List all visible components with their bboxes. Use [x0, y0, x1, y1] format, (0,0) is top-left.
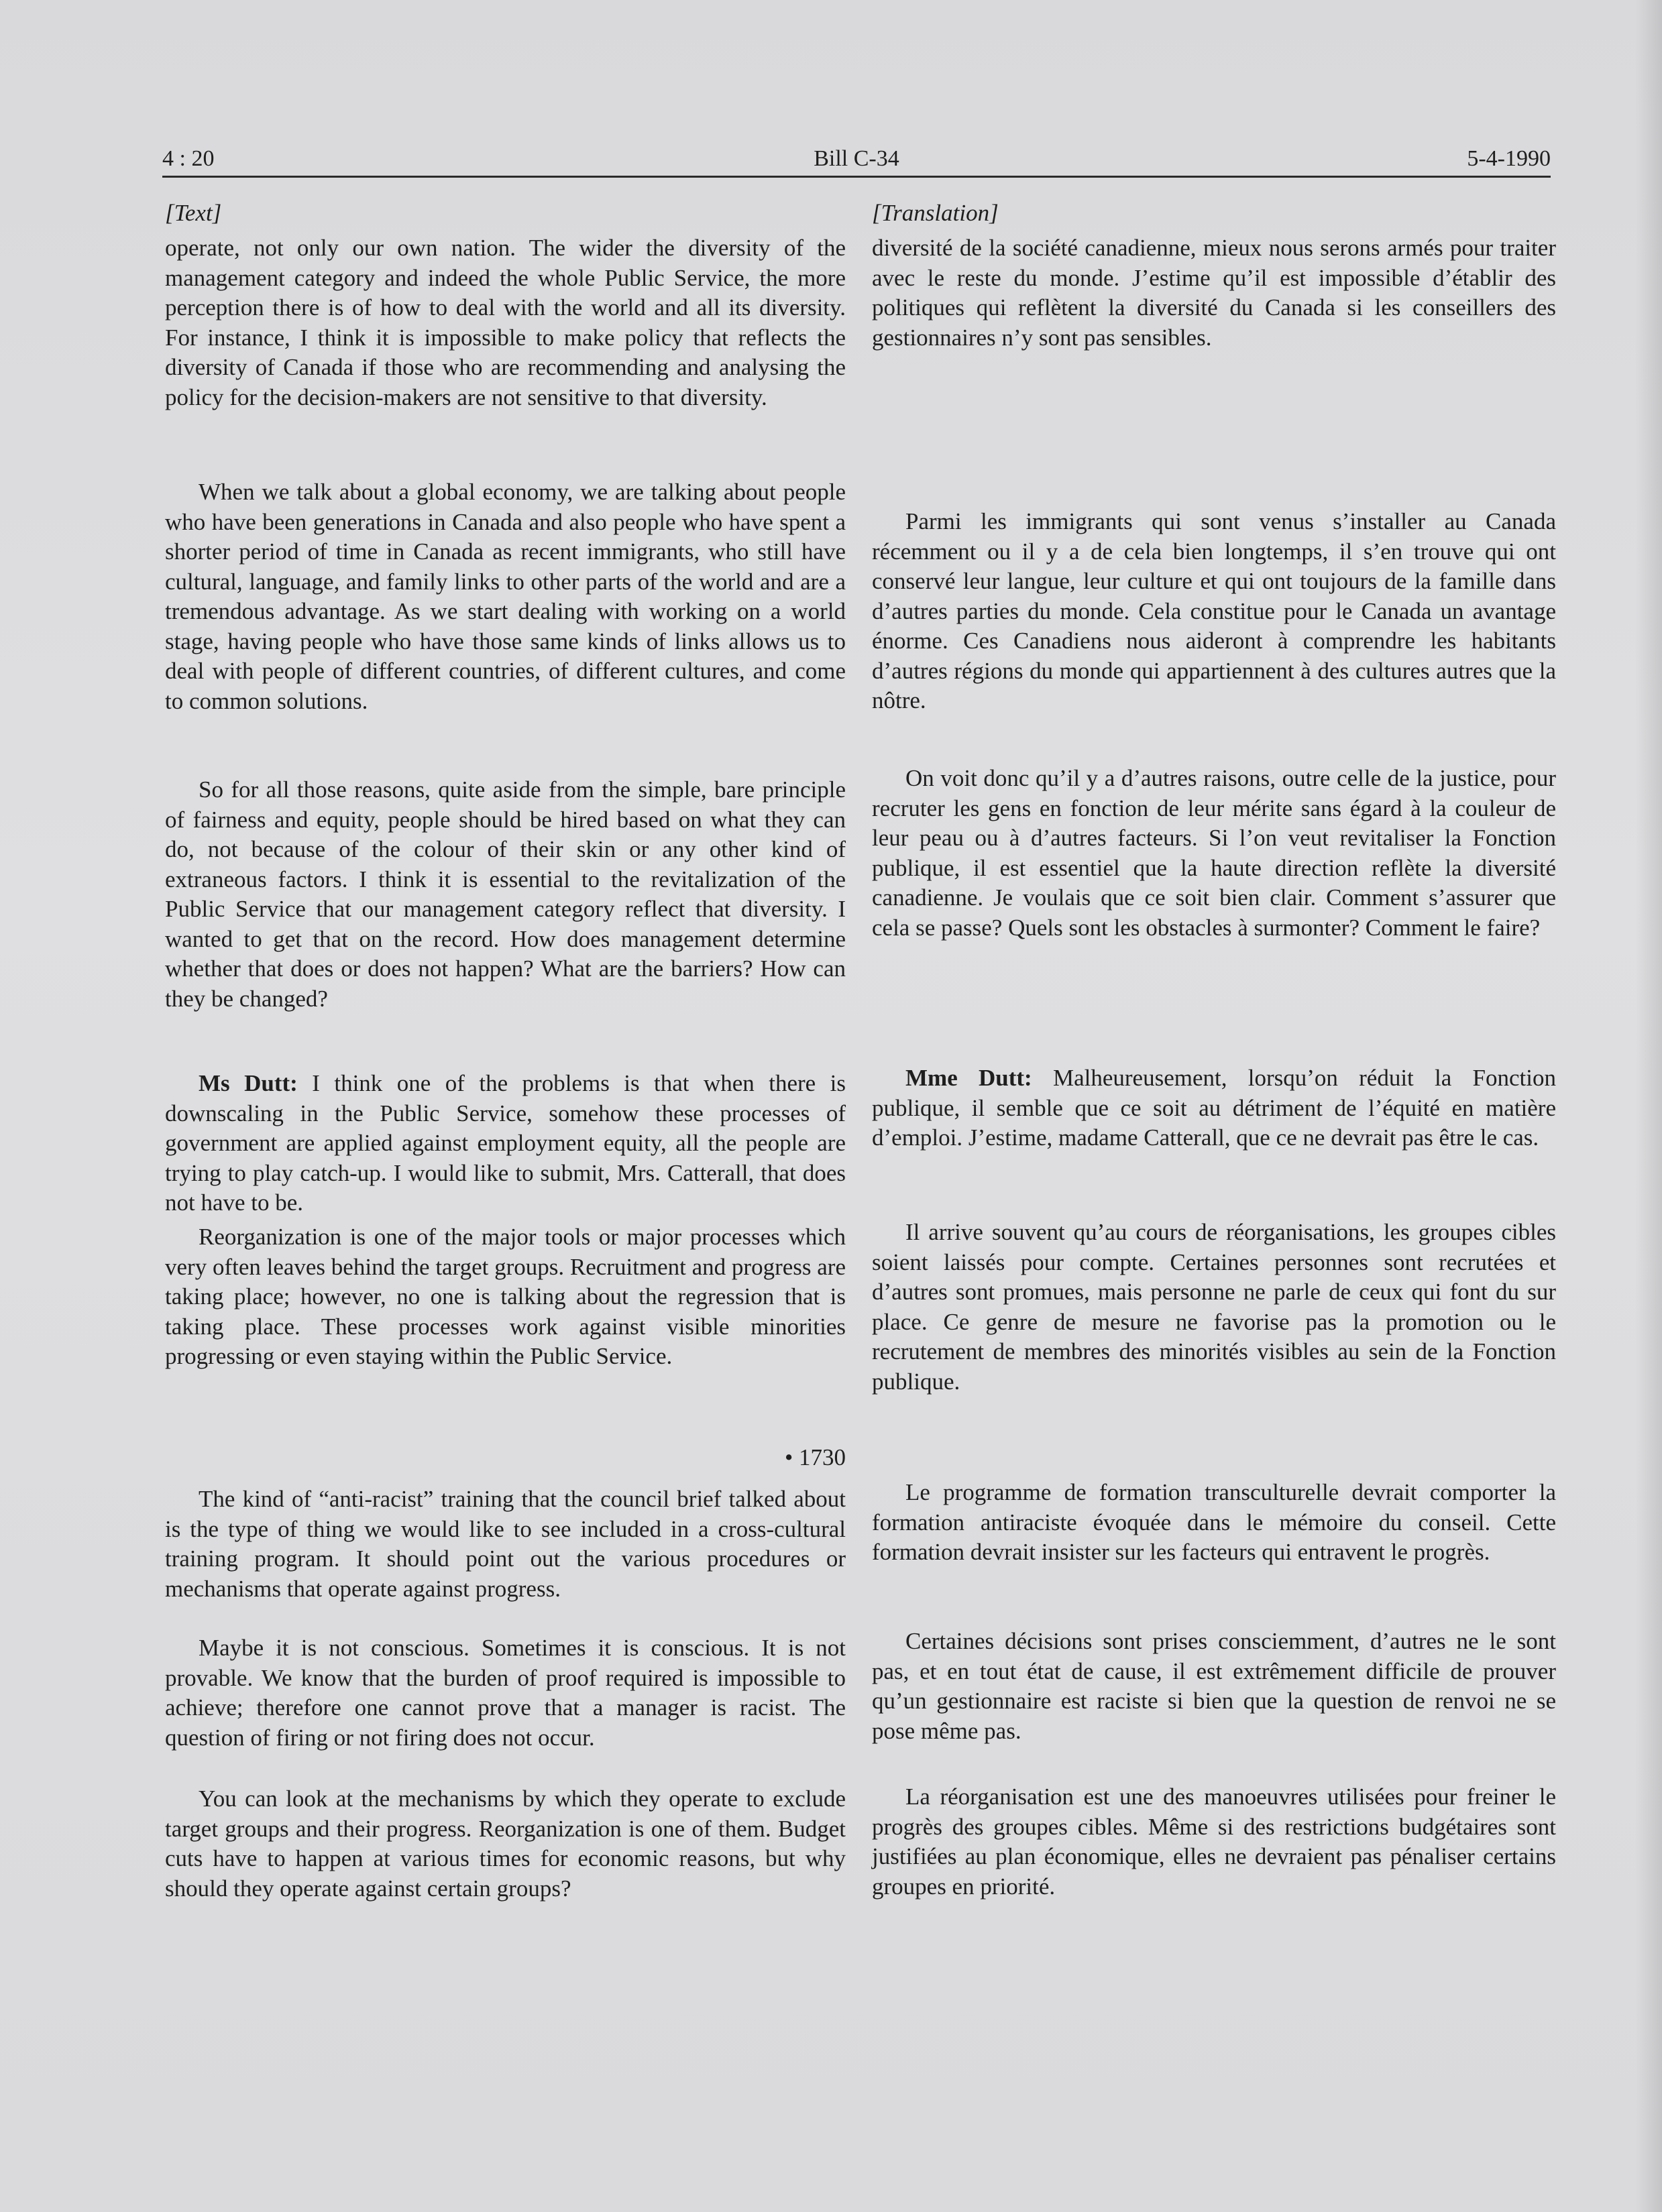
- paragraph-1: operate, not only our own nation. The wider the diversity of the management category and indeed the whole Public Service, the more perception there is of how to deal with the world and all its diversity. For instance, I think it is impossible to make policy that reflects the diversity of Canada if those who are recommending and analysing the policy for the decision-makers are not sensitive to that diversity.: [165, 235, 846, 410]
- paragraph-5-fr: Il arrive souvent qu’au cours de réorganisations, les groupes cibles soient laissés pour compte. Certaines personnes sont recrutées et d’autres sont promues, mais personne ne parle de ceux qui font du sur place. Ce genre de mesure ne favorise pas la promotion ou le recrutement de membres des minorités visibles au sein de la Fonction publique.: [872, 1219, 1556, 1395]
- paragraph-4-text: I think one of the problems is that when there is downscaling in the Public Service, somehow these processes of government are applied against employment equity, all the people are trying to play catch-up. I would like to submit, Mrs. Catterall, that does not have to be.: [165, 1070, 846, 1216]
- paragraph-4: [165, 1069, 846, 1218]
- speaker-name-fr: Mme Dutt:: [905, 1065, 1032, 1091]
- paragraph-6-fr: Le programme de formation transculturelle devrait comporter la formation antiraciste évoquée dans le mémoire du conseil. Cette formation devrait insister sur les facteurs qui entravent le progrès.: [872, 1479, 1556, 1565]
- paragraph-8: You can look at the mechanisms by which they operate to exclude target groups and their progress. Reorganization is one of them. Budget cuts have to happen at various times for economic reasons, but why should they operate against certain groups?: [165, 1786, 846, 1902]
- running-head: [162, 142, 1551, 178]
- paragraph-2-fr: Parmi les immigrants qui sont venus s’installer au Canada récemment ou il y a de cela bien longtemps, il s’en trouve qui ont conservé leur langue, leur culture et qui ont toujours de la famille dans d’autres parties du monde. Cela constitue pour le Canada un avantage énorme. Ces Canadiens nous aideront à comprendre les habitants d’autres régions du monde qui appartiennent à des cultures autres que la nôtre.: [872, 508, 1556, 713]
- session-date: 5-4-1990: [1467, 146, 1551, 171]
- paragraph-2: When we talk about a global economy, we are talking about people who have been generations in Canada and also people who have spent a shorter period of time in Canada as recent immigrants, who still have cultural, language, and family links to other parts of the world and are a tremendous advantage. As we start dealing with working on a world stage, having people who have those same kinds of links allows us to deal with people of different countries, of different cultures, and come to common solutions.: [165, 479, 846, 714]
- text-label: [Text]: [165, 200, 222, 226]
- translation-label: [Translation]: [872, 200, 999, 226]
- speaker-name: Ms Dutt:: [199, 1070, 298, 1096]
- page-number: 4 : 20: [162, 146, 215, 171]
- paragraph-4-fr-text: Malheureusement, lorsqu’on réduit la Fonction publique, il semble que ce soit au détriment de l’équité en matière d’emploi. J’estime, madame Catterall, que ce ne devrait pas être le cas.: [872, 1065, 1556, 1151]
- paragraph-7: Maybe it is not conscious. Sometimes it is conscious. It is not provable. We know that the burden of proof required is impossible to achieve; therefore one cannot prove that a manager is racist. The question of firing or not firing does not occur.: [165, 1635, 846, 1751]
- paragraph-7-fr: Certaines décisions sont prises consciemment, d’autres ne le sont pas, et en tout état de cause, il est extrêmement difficile de prouver qu’un gestionnaire est raciste si bien que la question de renvoi ne se pose même pas.: [872, 1628, 1556, 1744]
- paragraph-3: So for all those reasons, quite aside from the simple, bare principle of fairness and equity, people should be hired based on what they can do, not because of the colour of their skin or any other kind of extraneous factors. I think it is essential to the revitalization of the Public Service that our management category reflect that diversity. I wanted to get that on the record. How does management determine whether that does or does not happen? What are the barriers? How can they be changed?: [165, 776, 846, 1012]
- french-column: [872, 198, 1556, 1900]
- page-edge-shadow: [1635, 0, 1662, 2212]
- paragraph-5: Reorganization is one of the major tools or major processes which very often leaves behind the target groups. Recruitment and progress are taking place; however, no one is talking about the regression that is taking place. These processes work against visible minorities progressing or even staying within the Public Service.: [165, 1224, 846, 1369]
- bill-title: Bill C-34: [814, 146, 899, 171]
- paragraph-8-fr: La réorganisation est une des manoeuvres utilisées pour freiner le progrès des groupes cibles. Même si des restrictions budgétaires sont justifiées au plan économique, elles ne devraient pas pénaliser certains groupes en priorité.: [872, 1784, 1556, 1900]
- paragraph-4-fr: [872, 1063, 1556, 1153]
- english-column: [165, 198, 846, 1902]
- paragraph-3-fr: On voit donc qu’il y a d’autres raisons, outre celle de la justice, pour recruter les gens en fonction de leur mérite sans égard à la couleur de leur peau ou à d’autres facteurs. Si l’on veut revitaliser la Fonction publique, il est essentiel que la haute direction reflète la diversité canadienne. Je voulais que ce soit bien clair. Comment s’assurer que cela se passe? Quels sont les obstacles à surmonter? Comment le faire?: [872, 765, 1556, 941]
- paragraph-6: The kind of “anti-racist” training that the council brief talked about is the type of thing we would like to see included in a cross-cultural training program. It should point out the various procedures or mechanisms that operate against progress.: [165, 1486, 846, 1602]
- paragraph-1-fr: diversité de la société canadienne, mieux nous serons armés pour traiter avec le reste du monde. J’estime qu’il est impossible d’établir des politiques qui reflètent la diversité du Canada si les conseillers des gestionnaires n’y sont pas sensibles.: [872, 235, 1556, 351]
- time-marker: • 1730: [784, 1444, 846, 1470]
